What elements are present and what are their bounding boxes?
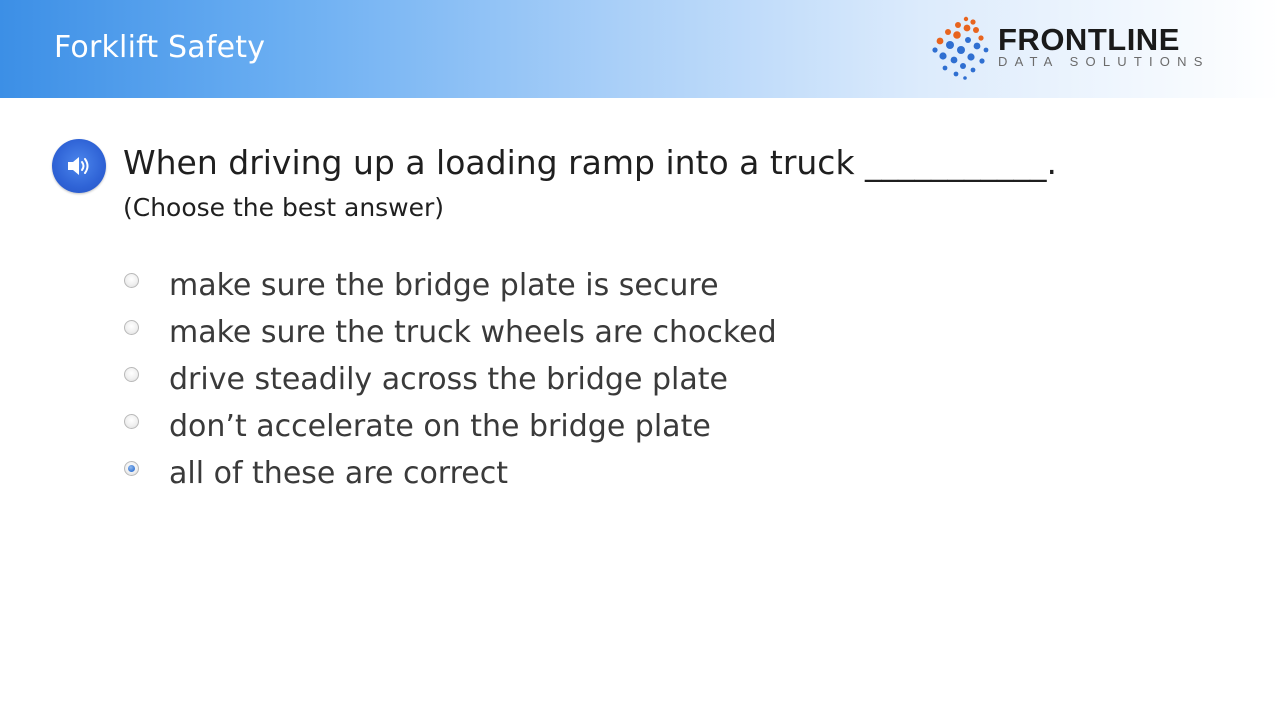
question-instruction: (Choose the best answer) (123, 193, 445, 222)
answer-option-2[interactable] (124, 311, 777, 358)
header-bar (0, 0, 1280, 98)
answer-radio[interactable] (124, 320, 139, 335)
answer-radio[interactable] (124, 273, 139, 288)
answer-radio[interactable] (124, 461, 139, 476)
answer-list (124, 264, 777, 499)
logo-wordmark: FRONTLINE (998, 22, 1180, 57)
question-text: When driving up a loading ramp into a truck ___________. (123, 143, 1058, 182)
answer-option-1[interactable] (124, 264, 777, 311)
answer-radio[interactable] (124, 367, 139, 382)
answer-option-4[interactable] (124, 405, 777, 452)
speaker-icon (65, 152, 93, 180)
answer-label: don’t accelerate on the bridge plate (169, 409, 711, 444)
course-title: Forklift Safety (54, 30, 266, 65)
logo-tagline: DATA SOLUTIONS (998, 54, 1210, 69)
answer-label: make sure the truck wheels are chocked (169, 315, 777, 350)
answer-label: all of these are correct (169, 456, 508, 491)
logo-dots-icon (930, 14, 992, 82)
answer-option-5[interactable] (124, 452, 777, 499)
answer-option-3[interactable] (124, 358, 777, 405)
answer-radio[interactable] (124, 414, 139, 429)
answer-label: drive steadily across the bridge plate (169, 362, 728, 397)
frontline-logo (930, 14, 1240, 82)
audio-button[interactable] (52, 139, 106, 193)
answer-label: make sure the bridge plate is secure (169, 268, 719, 303)
